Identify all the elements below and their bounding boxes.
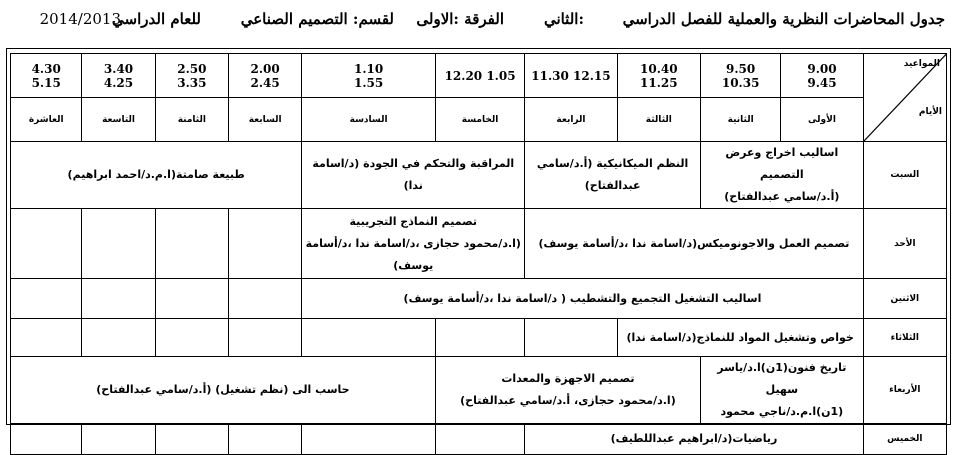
row-tuesday	[11, 319, 947, 357]
title-main: جدول المحاضرات النظرية والعملية للفصل الدراسي	[622, 10, 945, 28]
period-1-name: الأولى	[781, 98, 863, 142]
row-thursday	[11, 424, 947, 455]
empty-cell	[302, 319, 436, 357]
empty-cell	[155, 424, 228, 455]
row-wednesday	[11, 357, 947, 424]
period-6-name: السادسة	[302, 98, 436, 142]
course-sun-1: تصميم العمل والاجونوميكس(د/اسامة ندا ،د/أسامة يوسف)	[525, 209, 863, 279]
period-2-time: 9.50 10.35	[700, 54, 780, 98]
day-tuesday: الثلاثاء	[863, 319, 946, 357]
title-dept: لقسم: التصميم الصناعي	[240, 10, 394, 28]
period-3-name: الثالثة	[617, 98, 700, 142]
period-9-time: 3.40 4.25	[82, 54, 155, 98]
period-4-time: 12.15 11.30	[525, 54, 617, 98]
title-term: :الثاني	[543, 10, 584, 28]
empty-cell	[302, 424, 436, 455]
course-tue-1: خواص وتشغيل المواد للنماذج(د/اسامة ندا)	[617, 319, 863, 357]
course-sat-3: المراقبة والتحكم في الجودة (د/اسامة ندا)	[302, 142, 525, 209]
course-mon-1: اساليب التشغيل التجميع والتشطيب ( د/اسامة ندا ،د/أسامة يوسف)	[302, 279, 863, 319]
empty-cell	[229, 209, 302, 279]
course-wed-1: تاريخ فنون(1ن)ا.د/ياسر سهيل (1ن)ا.م.د/ناجي محمود	[700, 357, 863, 424]
period-8-time: 2.50 3.35	[155, 54, 228, 98]
header-names-row	[11, 98, 947, 142]
empty-cell	[11, 279, 82, 319]
period-7-name: السابعة	[229, 98, 302, 142]
period-6-time: 1.10 1.55	[302, 54, 436, 98]
empty-cell	[435, 319, 524, 357]
period-8-name: الثامنة	[155, 98, 228, 142]
period-7-time: 2.00 2.45	[229, 54, 302, 98]
period-2-name: الثانية	[700, 98, 780, 142]
course-thu-1: رياضيات(د/ابراهيم عبداللطيف)	[525, 424, 863, 455]
schedule-title	[0, 6, 957, 36]
schedule-table	[10, 53, 947, 455]
course-sat-1: اساليب اخراج وعرض التصميم (أ.د/سامي عبدالفتاح)	[700, 142, 863, 209]
period-10-time: 4.30 5.15	[11, 54, 82, 98]
period-9-name: التاسعة	[82, 98, 155, 142]
title-year-label: للعام الدراسي	[112, 10, 201, 28]
course-sat-4: طبيعة صامتة(ا.م.د/احمد ابراهيم)	[11, 142, 302, 209]
period-3-time: 10.40 11.25	[617, 54, 700, 98]
empty-cell	[11, 209, 82, 279]
day-thursday: الخميس	[863, 424, 946, 455]
title-year: 2014/2013	[39, 10, 121, 28]
course-sun-2: تصميم النماذج التجريبية (ا.د/محمود حجازى ،د/اسامة ندا ،د/أسامة يوسف)	[302, 209, 525, 279]
header-times-row	[11, 54, 947, 98]
empty-cell	[525, 319, 617, 357]
empty-cell	[155, 209, 228, 279]
header-corner	[863, 54, 946, 142]
empty-cell	[11, 424, 82, 455]
row-monday	[11, 279, 947, 319]
empty-cell	[155, 279, 228, 319]
period-5-time: 1.05 12.20	[435, 54, 524, 98]
empty-cell	[155, 319, 228, 357]
empty-cell	[82, 279, 155, 319]
day-monday: الاثنين	[863, 279, 946, 319]
course-sat-2: النظم الميكانيكية (أ.د/سامي عبدالفتاح)	[525, 142, 701, 209]
empty-cell	[82, 319, 155, 357]
days-label: الأيام	[918, 107, 942, 117]
empty-cell	[229, 319, 302, 357]
period-10-name: العاشرة	[11, 98, 82, 142]
periods-label: المواعيد	[903, 59, 940, 69]
empty-cell	[435, 424, 524, 455]
period-1-time: 9.00 9.45	[781, 54, 863, 98]
day-wednesday: الأربعاء	[863, 357, 946, 424]
empty-cell	[11, 319, 82, 357]
day-saturday: السبت	[863, 142, 946, 209]
row-saturday	[11, 142, 947, 209]
empty-cell	[229, 279, 302, 319]
period-5-name: الخامسة	[435, 98, 524, 142]
course-wed-3: حاسب الى (نظم تشغيل) (أ.د/سامي عبدالفتاح)	[11, 357, 436, 424]
empty-cell	[229, 424, 302, 455]
period-4-name: الرابعة	[525, 98, 617, 142]
empty-cell	[82, 424, 155, 455]
day-sunday: الأحد	[863, 209, 946, 279]
course-wed-2: تصميم الاجهزة والمعدات (ا.د/محمود حجازى، أ.د/سامي عبدالفتاح)	[435, 357, 700, 424]
title-level: الفرقة :الاولى	[416, 10, 504, 28]
empty-cell	[82, 209, 155, 279]
row-sunday	[11, 209, 947, 279]
